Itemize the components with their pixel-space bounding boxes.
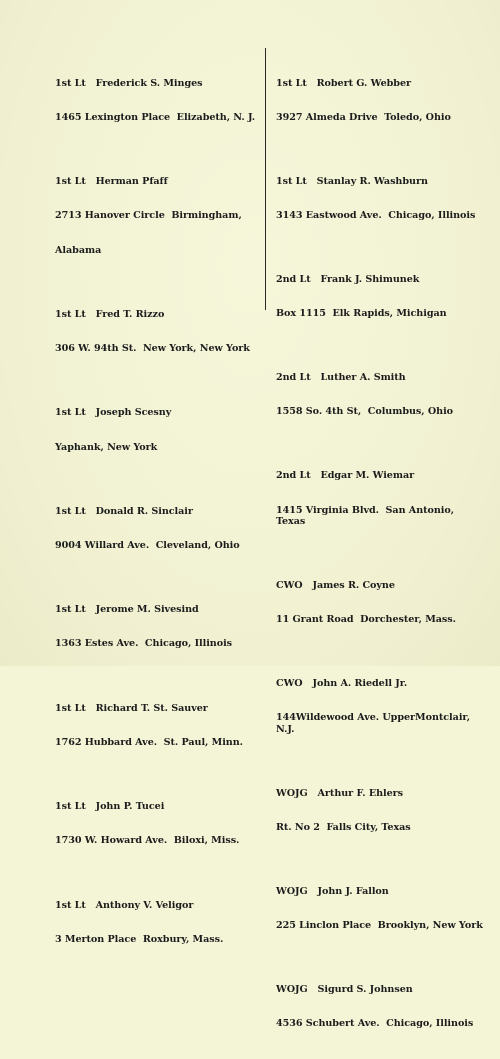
roster-entry <box>276 557 484 648</box>
entry-name: 2nd Lt Frank J. Shimunek <box>276 274 420 286</box>
roster-entry <box>276 251 484 342</box>
entry-address: 1762 Hubbard Ave. St. Paul, Minn. <box>55 736 243 748</box>
entry-address: 3 Merton Place Roxbury, Mass. <box>55 933 224 945</box>
entry-address: 1558 So. 4th St, Columbus, Ohio <box>276 406 454 418</box>
entry-address: 4536 Schubert Ave. Chicago, Illinois <box>276 1018 474 1030</box>
entry-address: Rt. No 2 Falls City, Texas <box>276 821 411 833</box>
left-column <box>55 55 260 975</box>
entry-name: 1st Lt Frederick S. Minges <box>55 77 203 89</box>
roster-entry <box>276 655 484 758</box>
roster-entry <box>55 286 260 377</box>
roster-entry <box>55 778 260 869</box>
roster-entry <box>276 153 484 244</box>
entry-address: 2713 Hanover Circle Birmingham, <box>55 210 242 222</box>
roster-entry <box>55 680 260 771</box>
entry-address: 144Wildewood Ave. UpperMontclair, N.J. <box>276 712 474 735</box>
entry-name: 2nd Lt Luther A. Smith <box>276 372 406 384</box>
roster-entry <box>55 581 260 672</box>
roster-entry <box>276 765 484 856</box>
entry-address: 1415 Virginia Blvd. San Antonio, Texas <box>276 504 458 527</box>
entry-name: WOJG Sigurd S. Johnsen <box>276 983 413 995</box>
roster-entry <box>276 448 484 551</box>
entry-address: 1363 Estes Ave. Chicago, Illinois <box>55 638 233 650</box>
entry-name: 1st Lt Richard T. St. Sauver <box>55 702 208 714</box>
roster-entry <box>276 349 484 440</box>
entry-address: 11 Grant Road Dorchester, Mass. <box>276 614 456 626</box>
entry-address: 3143 Eastwood Ave. Chicago, Illinois <box>276 210 476 222</box>
entry-address: 306 W. 94th St. New York, New York <box>55 343 250 355</box>
entry-address: 9004 Willard Ave. Cleveland, Ohio <box>55 540 240 551</box>
roster-entry <box>55 877 260 968</box>
entry-address: Yaphank, New York <box>55 441 158 453</box>
entry-address: 3927 Almeda Drive Toledo, Ohio <box>276 112 451 124</box>
entry-name: 1st Lt Stanlay R. Washburn <box>276 175 428 187</box>
entry-name: WOJG John J. Fallon <box>276 885 389 897</box>
right-column <box>276 55 484 1059</box>
entry-name: 1st Lt Jerome M. Sivesind <box>55 604 199 616</box>
entry-name: 2nd Lt Edgar M. Wiemar <box>276 470 415 482</box>
roster-entry <box>276 961 484 1052</box>
roster-entry <box>55 483 260 574</box>
column-divider <box>265 48 266 310</box>
entry-name: 1st Lt Joseph Scesny <box>55 407 172 419</box>
entry-address: 225 Linclon Place Brooklyn, New York <box>276 919 483 931</box>
entry-name: WOJG Arthur F. Ehlers <box>276 787 404 799</box>
entry-address: Alabama <box>55 244 102 256</box>
roster-entry <box>276 863 484 954</box>
entry-name: 1st Lt John P. Tucei <box>55 801 165 813</box>
entry-address: 1465 Lexington Place Elizabeth, N. J. <box>55 112 256 124</box>
entry-name: CWO James R. Coyne <box>276 579 395 591</box>
entry-name: 1st Lt Fred T. Rizzo <box>55 308 165 320</box>
entry-name: CWO John A. Riedell Jr. <box>276 678 408 690</box>
entry-name: 1st Lt Robert G. Webber <box>276 77 412 89</box>
entry-address: Box 1115 Elk Rapids, Michigan <box>276 308 447 320</box>
entry-name: 1st Lt Anthony V. Veligor <box>55 899 194 911</box>
roster-entry <box>55 55 260 146</box>
roster-entry <box>55 153 260 278</box>
entry-address: 1730 W. Howard Ave. Biloxi, Miss. <box>55 835 240 847</box>
entry-name: 1st Lt Herman Pfaff <box>55 176 168 188</box>
roster-entry <box>55 385 260 476</box>
entry-name: 1st Lt Donald R. Sinclair <box>55 505 193 517</box>
roster-entry <box>276 55 484 146</box>
